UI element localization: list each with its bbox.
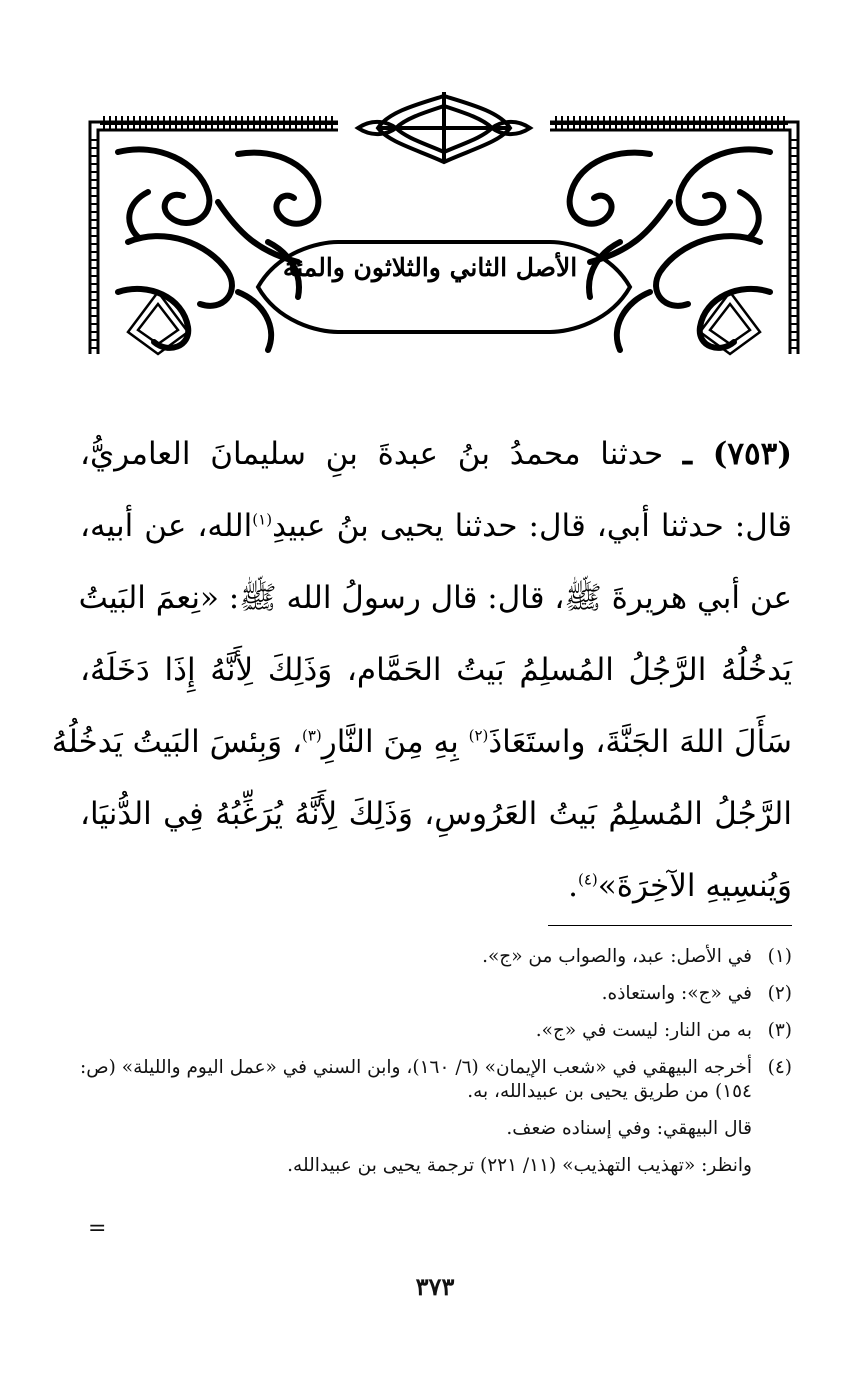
footnote-ref[interactable]: (٢)	[468, 726, 489, 745]
footnote-item	[80, 982, 792, 1006]
footnote-text: في الأصل: عبد، والصواب من «ج».	[482, 946, 752, 967]
footnote-number: (١)	[767, 946, 792, 967]
hadith-line: يَدخُلُهُ الرَّجُلُ المُسلِمُ بَيتُ الحَمَّام، وَذَلِكَ لِأَنَّهُ إِذَا دَخَلَهُ،	[80, 652, 792, 688]
footnotes-block	[80, 945, 792, 1191]
hadith-line	[51, 706, 792, 778]
page-number: ٣٧٣	[415, 1272, 455, 1301]
footnote-number: (٢)	[767, 983, 792, 1004]
footnote-text: في «ج»: واستعاذه.	[601, 983, 752, 1004]
footnote-ref[interactable]: (١)	[252, 510, 273, 529]
hadith-line: عن أبي هريرةَ ﷺ، قال: قال رسولُ الله ﷺ: «نِعمَ البَيتُ	[78, 580, 792, 616]
hadith-line-text: .	[568, 868, 578, 904]
hadith-line	[80, 418, 792, 490]
chapter-title: الأصل الثاني والثلاثون والمئة	[282, 253, 578, 282]
footnote-continuation: وانظر: «تهذيب التهذيب» (١١/ ٢٢١) ترجمة يحيى بن عبيدالله.	[287, 1155, 752, 1176]
footnote-number: (٤)	[767, 1057, 792, 1078]
footnote-separator	[548, 925, 792, 926]
hadith-line-text: قال: حدثنا أبي، قال: حدثنا يحيى بنُ عبيدِ	[272, 508, 792, 544]
footnote-text: به من النار: ليست في «ج».	[535, 1020, 752, 1041]
hadith-line-text: ، وَبِئسَ البَيتُ يَدخُلُهُ	[51, 724, 302, 760]
hadith-line-text: بِهِ مِنَ النَّارِ	[321, 724, 469, 760]
footnote-item	[80, 945, 792, 969]
hadith-line-text: وَيُنسِيهِ الآخِرَةَ»	[597, 868, 792, 904]
chapter-header-ornament	[88, 92, 800, 360]
ornament-frame-svg	[88, 92, 800, 360]
hadith-line-text: الله، عن أبيه،	[80, 508, 253, 544]
hadith-line-text: سَأَلَ اللهَ الجَنَّةَ، واستَعَاذَ	[488, 724, 792, 760]
hadith-line	[80, 490, 792, 562]
hadith-line	[80, 850, 792, 922]
footnote-text: أخرجه البيهقي في «شعب الإيمان» (٦/ ١٦٠)، وابن السني في «عمل اليوم والليلة» (ص: ١٥٤) من طريق يحيى بن عبيدالله، به.	[80, 1057, 752, 1102]
footnote-ref[interactable]: (٤)	[578, 870, 598, 889]
hadith-text-block	[51, 418, 792, 922]
footnote-number: (٣)	[767, 1020, 792, 1041]
footnote-ref[interactable]: (٣)	[301, 726, 322, 745]
hadith-number: (٧٥٣) ـ	[682, 436, 792, 472]
footnote-item	[80, 1019, 792, 1043]
footnote-item	[80, 1056, 792, 1178]
footnote-continuation: قال البيهقي: وفي إسناده ضعف.	[506, 1118, 752, 1139]
hadith-line-text: حدثنا محمدُ بنُ عبدةَ بنِ سليمانَ العامريُّ،	[80, 436, 683, 472]
continuation-mark: =	[88, 1216, 107, 1241]
hadith-line: الرَّجُلُ المُسلِمُ بَيتُ العَرُوسِ، وَذَلِكَ لِأَنَّهُ يُرَغِّبُهُ فِي الدُّنيَا،	[80, 796, 792, 832]
footnote-body	[80, 1056, 752, 1178]
